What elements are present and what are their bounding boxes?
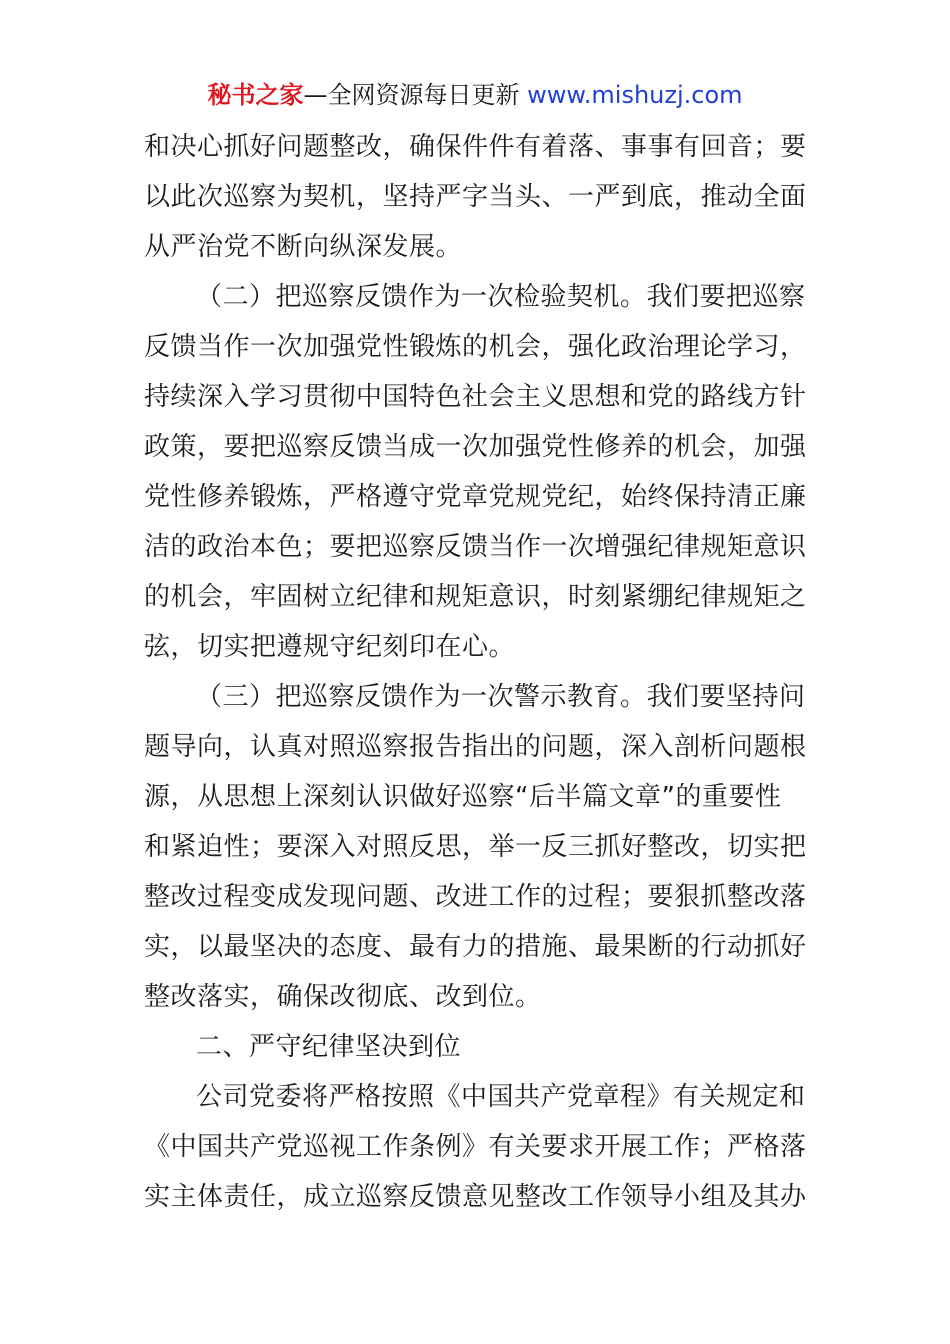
text-line: 整改落实，确保改彻底、改到位。 [144,982,542,1012]
text-line: 和决心抓好问题整改，确保件件有着落、事事有回音；要 [144,132,807,162]
text-line: 党性修养锻炼，严格遵守党章党规党纪，始终保持清正廉 [144,482,807,512]
text-line: 政策，要把巡察反馈当成一次加强党性修养的机会，加强 [144,432,807,462]
text-line: （三）把巡察反馈作为一次警示教育。我们要坚持问 [196,682,806,712]
text-line: 和紧迫性；要深入对照反思，举一反三抓好整改，切实把 [144,832,807,862]
text-line: 洁的政治本色；要把巡察反馈当作一次增强纪律规矩意识 [144,532,807,562]
header-brand: 秘书之家 [207,81,304,109]
text-line: 公司党委将严格按照《中国共产党章程》有关规定和 [196,1082,806,1112]
text-line: 以此次巡察为契机，坚持严字当头、一严到底，推动全面 [144,182,807,212]
text-line: 实，以最坚决的态度、最有力的措施、最果断的行动抓好 [144,932,807,962]
text-line: 题导向，认真对照巡察报告指出的问题，深入剖析问题根 [144,732,807,762]
text-line: 《中国共产党巡视工作条例》有关要求开展工作；严格落 [144,1132,807,1162]
text-line: 整改过程变成发现问题、改进工作的过程；要狠抓整改落 [144,882,807,912]
text-line: 源，从思想上深刻认识做好巡察“后半篇文章”的重要性 [144,782,782,812]
text-line: 的机会，牢固树立纪律和规矩意识，时刻紧绷纪律规矩之 [144,582,807,612]
text-line: 实主体责任，成立巡察反馈意见整改工作领导小组及其办 [144,1182,807,1212]
text-line: （二）把巡察反馈作为一次检验契机。我们要把巡察 [196,282,806,312]
page-header [0,78,950,112]
text-line: 反馈当作一次加强党性锻炼的机会，强化政治理论学习， [144,332,807,362]
section-heading: 二、严守纪律坚决到位 [196,1032,462,1062]
header-url-link[interactable]: www.mishuzj.com [527,81,743,109]
text-line: 从严治党不断向纵深发展。 [144,232,463,262]
text-line: 持续深入学习贯彻中国特色社会主义思想和党的路线方针 [144,382,807,412]
document-body [144,122,810,1222]
header-tagline: —全网资源每日更新 [303,81,528,109]
text-line: 弦，切实把遵规守纪刻印在心。 [144,632,516,662]
